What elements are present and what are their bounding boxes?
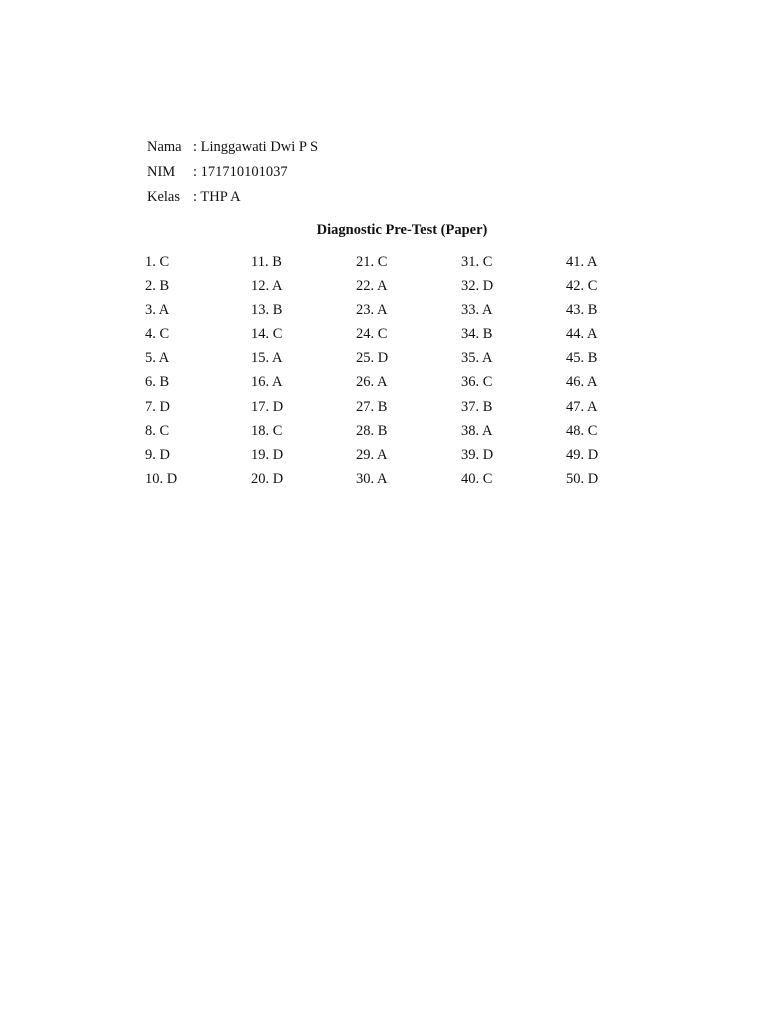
name-row [147, 137, 318, 162]
answer-item: 22. A [356, 278, 388, 295]
answer-item: 44. A [566, 326, 598, 343]
answer-item: 42. C [566, 278, 598, 295]
answer-item: 49. D [566, 446, 599, 463]
class-row [147, 187, 318, 212]
answer-item: 12. A [251, 278, 283, 295]
answer-column-2 [251, 252, 351, 493]
answer-column-1 [145, 252, 245, 493]
answer-item: 17. D [251, 398, 284, 415]
nim-value: : 171710101037 [193, 164, 288, 180]
answer-item: 38. A [461, 422, 493, 439]
answer-item: 30. A [356, 470, 388, 487]
answer-item: 31. C [461, 254, 493, 270]
answer-item: 47. A [566, 398, 598, 415]
answer-item: 35. A [461, 350, 493, 367]
answer-item: 5. A [145, 350, 170, 367]
document-title: Diagnostic Pre-Test (Paper) [316, 222, 488, 238]
answer-item: 33. A [461, 302, 493, 319]
answer-item: 28. B [356, 422, 388, 439]
answer-item: 7. D [145, 398, 170, 415]
answer-item: 23. A [356, 302, 388, 319]
answer-item: 34. B [461, 326, 493, 343]
name-value: : Linggawati Dwi P S [193, 139, 319, 155]
answer-item: 36. C [461, 374, 493, 391]
name-label: Nama [147, 139, 182, 155]
answer-item: 13. B [251, 302, 283, 319]
answer-item: 37. B [461, 398, 493, 415]
answer-item: 41. A [566, 254, 598, 270]
answer-item: 40. C [461, 470, 493, 487]
answer-item: 43. B [566, 302, 598, 319]
nim-label: NIM [147, 164, 176, 180]
answer-item: 45. B [566, 350, 598, 367]
student-info [147, 137, 318, 212]
answer-item: 9. D [145, 446, 170, 463]
answer-item: 15. A [251, 350, 283, 367]
answer-item: 27. B [356, 398, 388, 415]
answer-item: 32. D [461, 278, 494, 295]
answer-item: 4. C [145, 326, 170, 343]
class-label: Kelas [147, 189, 181, 205]
answer-item: 2. B [145, 278, 170, 295]
answer-item: 8. C [145, 422, 170, 439]
answer-item: 48. C [566, 422, 598, 439]
answer-item: 46. A [566, 374, 598, 391]
answer-item: 1. C [145, 254, 170, 270]
answer-column-3 [356, 252, 456, 493]
answer-item: 10. D [145, 470, 178, 487]
class-value: : THP A [193, 189, 241, 205]
answer-item: 14. C [251, 326, 283, 343]
answer-item: 20. D [251, 470, 284, 487]
answer-column-5 [566, 252, 666, 493]
answer-item: 16. A [251, 374, 283, 391]
answer-item: 3. A [145, 302, 170, 319]
answer-item: 21. C [356, 254, 388, 270]
answer-item: 24. C [356, 326, 388, 343]
answer-item: 50. D [566, 470, 599, 487]
answer-column-4 [461, 252, 561, 493]
nim-row [147, 162, 318, 187]
answer-item: 26. A [356, 374, 388, 391]
answer-item: 25. D [356, 350, 389, 367]
answer-item: 19. D [251, 446, 284, 463]
answer-item: 6. B [145, 374, 170, 391]
answer-item: 39. D [461, 446, 494, 463]
answer-item: 18. C [251, 422, 283, 439]
answer-item: 29. A [356, 446, 388, 463]
answer-item: 11. B [251, 254, 282, 270]
